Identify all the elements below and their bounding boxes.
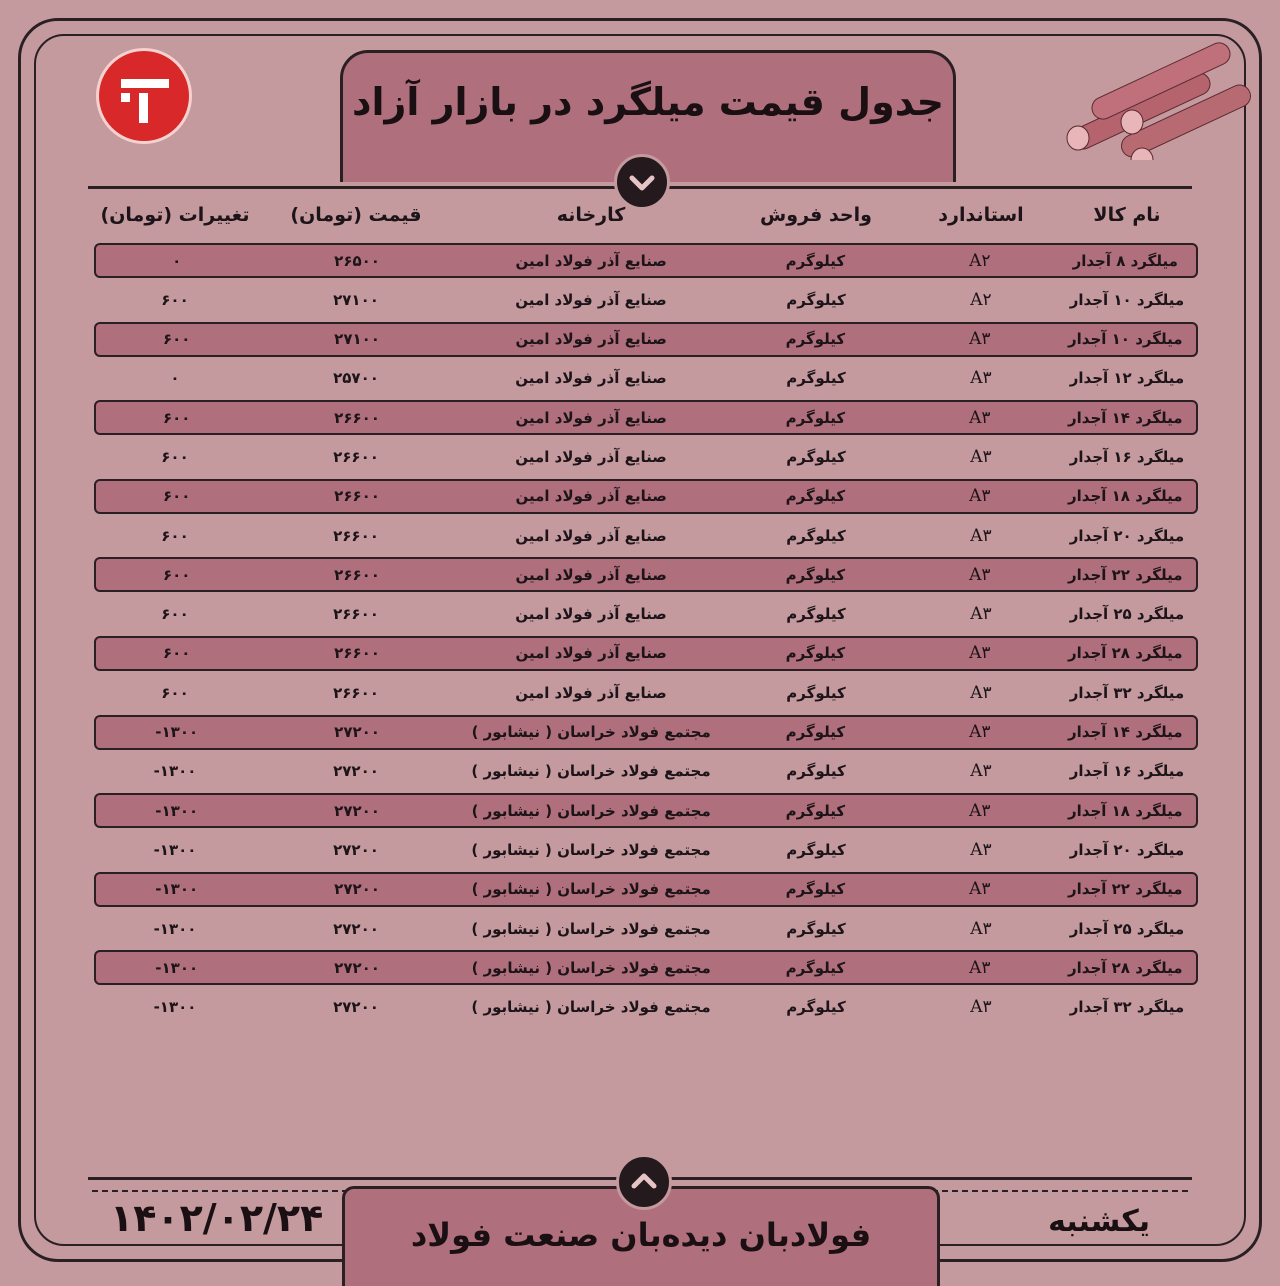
cell-price: ۲۶۶۰۰ — [334, 408, 380, 427]
cell-standard: A۳ — [970, 446, 992, 467]
cell-name: میلگرد ۱۲ آجدار — [1069, 369, 1185, 388]
cell-change: -۱۳۰۰ — [155, 723, 199, 742]
cell-change: -۱۳۰۰ — [155, 880, 199, 899]
cell-name: میلگرد ۱۴ آجدار — [1068, 723, 1183, 742]
cell-name: میلگرد ۲۰ آجدار — [1069, 840, 1185, 859]
cell-standard: A۳ — [969, 643, 991, 664]
cell-unit: کیلوگرم — [786, 762, 846, 781]
cell-factory: صنایع آذر فولاد امین — [515, 683, 667, 702]
cell-unit: کیلوگرم — [785, 565, 846, 584]
cell-standard: A۳ — [970, 839, 992, 860]
cell-change: -۱۳۰۰ — [153, 998, 197, 1017]
cell-factory: صنایع آذر فولاد امین — [515, 487, 667, 506]
cell-price: ۲۷۲۰۰ — [334, 723, 380, 742]
cell-standard: A۲ — [970, 289, 992, 310]
cell-name: میلگرد ۲۵ آجدار — [1069, 605, 1185, 624]
cell-unit: کیلوگرم — [785, 801, 846, 820]
cell-standard: A۳ — [970, 918, 992, 939]
cell-name: میلگرد ۲۲ آجدار — [1068, 880, 1183, 899]
cell-unit: کیلوگرم — [785, 330, 846, 349]
table-row — [94, 793, 1198, 828]
table-header — [94, 204, 1198, 240]
cell-change: -۱۳۰۰ — [153, 840, 197, 859]
cell-change: ۶۰۰ — [162, 644, 191, 663]
cell-unit: کیلوگرم — [785, 251, 846, 270]
cell-name: میلگرد ۸ آجدار — [1072, 251, 1178, 270]
cell-standard: A۳ — [970, 368, 992, 389]
cell-unit: کیلوگرم — [786, 526, 846, 545]
cell-price: ۲۶۶۰۰ — [334, 565, 380, 584]
cell-unit: کیلوگرم — [785, 644, 846, 663]
page-title: جدول قیمت میلگرد در بازار آزاد — [351, 80, 945, 124]
brand-logo — [96, 48, 192, 144]
table-row — [94, 715, 1198, 750]
cell-change: ۶۰۰ — [162, 565, 191, 584]
cell-name: میلگرد ۳۲ آجدار — [1069, 998, 1185, 1017]
cell-change: ۶۰۰ — [161, 290, 189, 309]
cell-standard: A۳ — [969, 879, 991, 900]
cell-unit: کیلوگرم — [786, 840, 846, 859]
table-row — [94, 243, 1198, 278]
cell-unit: کیلوگرم — [786, 447, 846, 466]
cell-unit: کیلوگرم — [786, 290, 846, 309]
footer-brand: فولادبان دیده‌بان صنعت فولاد — [410, 1216, 872, 1254]
cell-name: میلگرد ۱۴ آجدار — [1068, 408, 1183, 427]
cell-factory: مجتمع فولاد خراسان ( نیشابور ) — [471, 801, 711, 820]
cell-name: میلگرد ۱۰ آجدار — [1068, 330, 1183, 349]
cell-price: ۲۶۶۰۰ — [333, 447, 379, 466]
cell-factory: صنایع آذر فولاد امین — [515, 447, 667, 466]
cell-unit: کیلوگرم — [785, 958, 846, 977]
header-name: نام کالا — [1093, 204, 1161, 226]
cell-price: ۲۶۶۰۰ — [333, 526, 379, 545]
cell-name: میلگرد ۲۸ آجدار — [1068, 958, 1183, 977]
cell-change: ۰ — [172, 251, 182, 270]
cell-standard: A۳ — [970, 525, 992, 546]
cell-name: میلگرد ۱۶ آجدار — [1069, 447, 1185, 466]
cell-factory: صنایع آذر فولاد امین — [515, 605, 667, 624]
cell-factory: صنایع آذر فولاد امین — [515, 644, 667, 663]
cell-name: میلگرد ۲۲ آجدار — [1068, 565, 1183, 584]
cell-factory: صنایع آذر فولاد امین — [515, 565, 667, 584]
table-row — [94, 950, 1198, 985]
logo-glyph-icon — [99, 51, 189, 141]
cell-price: ۲۷۱۰۰ — [333, 290, 379, 309]
cell-name: میلگرد ۱۰ آجدار — [1069, 290, 1185, 309]
cell-change: -۱۳۰۰ — [155, 958, 199, 977]
footer-day: یکشنبه — [1048, 1204, 1150, 1239]
cell-standard: A۳ — [969, 407, 991, 428]
cell-standard: A۳ — [970, 682, 992, 703]
table-row — [94, 872, 1198, 907]
chevron-down-icon — [614, 154, 670, 210]
cell-price: ۲۷۲۰۰ — [334, 801, 380, 820]
cell-change: ۶۰۰ — [161, 605, 189, 624]
table-row — [94, 518, 1198, 553]
cell-standard: A۳ — [969, 957, 991, 978]
table-row — [94, 636, 1198, 671]
cell-standard: A۳ — [969, 329, 991, 350]
cell-price: ۲۶۶۰۰ — [333, 683, 379, 702]
cell-price: ۲۶۶۰۰ — [334, 487, 380, 506]
cell-unit: کیلوگرم — [786, 919, 846, 938]
header-price: قیمت (تومان) — [290, 204, 422, 226]
cell-price: ۲۷۲۰۰ — [334, 958, 380, 977]
cell-price: ۲۷۲۰۰ — [333, 919, 379, 938]
cell-standard: A۳ — [970, 604, 992, 625]
cell-price: ۲۷۲۰۰ — [333, 762, 379, 781]
cell-factory: صنایع آذر فولاد امین — [515, 290, 667, 309]
rebar-illustration-icon — [1056, 40, 1252, 160]
cell-change: ۶۰۰ — [161, 683, 189, 702]
cell-standard: A۳ — [970, 997, 992, 1018]
cell-standard: A۲ — [969, 250, 991, 271]
table-row — [94, 361, 1198, 396]
cell-price: ۲۵۷۰۰ — [333, 369, 379, 388]
cell-unit: کیلوگرم — [786, 605, 846, 624]
cell-name: میلگرد ۲۵ آجدار — [1069, 919, 1185, 938]
cell-factory: صنایع آذر فولاد امین — [515, 330, 667, 349]
cell-change: -۱۳۰۰ — [153, 919, 197, 938]
cell-name: میلگرد ۳۲ آجدار — [1069, 683, 1185, 702]
table-row — [94, 322, 1198, 357]
chevron-up-icon — [616, 1154, 672, 1210]
cell-factory: صنایع آذر فولاد امین — [515, 526, 667, 545]
table-row — [94, 400, 1198, 435]
cell-change: ۶۰۰ — [161, 447, 189, 466]
cell-price: ۲۶۶۰۰ — [333, 605, 379, 624]
table-row — [94, 832, 1198, 867]
table-row — [94, 990, 1198, 1025]
cell-name: میلگرد ۱۸ آجدار — [1068, 487, 1183, 506]
table-row — [94, 282, 1198, 317]
cell-name: میلگرد ۱۶ آجدار — [1069, 762, 1185, 781]
table-row — [94, 597, 1198, 632]
cell-factory: مجتمع فولاد خراسان ( نیشابور ) — [471, 723, 711, 742]
cell-standard: A۳ — [969, 564, 991, 585]
footer-date: ۱۴۰۲/۰۲/۲۴ — [110, 1196, 324, 1240]
cell-factory: صنایع آذر فولاد امین — [515, 408, 667, 427]
table-row — [94, 439, 1198, 474]
price-table — [94, 243, 1198, 1029]
cell-unit: کیلوگرم — [785, 408, 846, 427]
table-row — [94, 911, 1198, 946]
cell-standard: A۳ — [969, 800, 991, 821]
table-row — [94, 479, 1198, 514]
table-row — [94, 754, 1198, 789]
table-row — [94, 557, 1198, 592]
cell-change: ۶۰۰ — [162, 408, 191, 427]
cell-price: ۲۷۲۰۰ — [333, 998, 379, 1017]
cell-price: ۲۷۲۰۰ — [334, 880, 380, 899]
cell-factory: صنایع آذر فولاد امین — [515, 369, 667, 388]
table-row — [94, 675, 1198, 710]
cell-factory: مجتمع فولاد خراسان ( نیشابور ) — [471, 762, 711, 781]
cell-price: ۲۷۲۰۰ — [333, 840, 379, 859]
header-factory: کارخانه — [556, 204, 626, 226]
cell-factory: مجتمع فولاد خراسان ( نیشابور ) — [471, 998, 711, 1017]
cell-name: میلگرد ۲۸ آجدار — [1068, 644, 1183, 663]
cell-name: میلگرد ۲۰ آجدار — [1069, 526, 1185, 545]
header-unit: واحد فروش — [760, 204, 872, 226]
cell-name: میلگرد ۱۸ آجدار — [1068, 801, 1183, 820]
cell-unit: کیلوگرم — [786, 369, 846, 388]
cell-change: ۰ — [170, 369, 180, 388]
header-change: تغییرات (تومان) — [100, 204, 250, 226]
cell-unit: کیلوگرم — [785, 487, 846, 506]
cell-factory: مجتمع فولاد خراسان ( نیشابور ) — [471, 840, 711, 859]
header-standard: استاندارد — [938, 204, 1024, 226]
cell-change: ۶۰۰ — [162, 330, 191, 349]
cell-standard: A۳ — [969, 486, 991, 507]
cell-unit: کیلوگرم — [786, 683, 846, 702]
cell-change: -۱۳۰۰ — [153, 762, 197, 781]
cell-unit: کیلوگرم — [786, 998, 846, 1017]
cell-standard: A۳ — [969, 722, 991, 743]
cell-price: ۲۶۵۰۰ — [334, 251, 380, 270]
cell-factory: مجتمع فولاد خراسان ( نیشابور ) — [471, 919, 711, 938]
cell-change: ۶۰۰ — [161, 526, 189, 545]
cell-change: ۶۰۰ — [162, 487, 191, 506]
cell-factory: مجتمع فولاد خراسان ( نیشابور ) — [471, 880, 711, 899]
cell-unit: کیلوگرم — [785, 880, 846, 899]
cell-change: -۱۳۰۰ — [155, 801, 199, 820]
cell-factory: صنایع آذر فولاد امین — [515, 251, 667, 270]
cell-factory: مجتمع فولاد خراسان ( نیشابور ) — [471, 958, 711, 977]
cell-unit: کیلوگرم — [785, 723, 846, 742]
cell-standard: A۳ — [970, 761, 992, 782]
cell-price: ۲۷۱۰۰ — [334, 330, 380, 349]
cell-price: ۲۶۶۰۰ — [334, 644, 380, 663]
